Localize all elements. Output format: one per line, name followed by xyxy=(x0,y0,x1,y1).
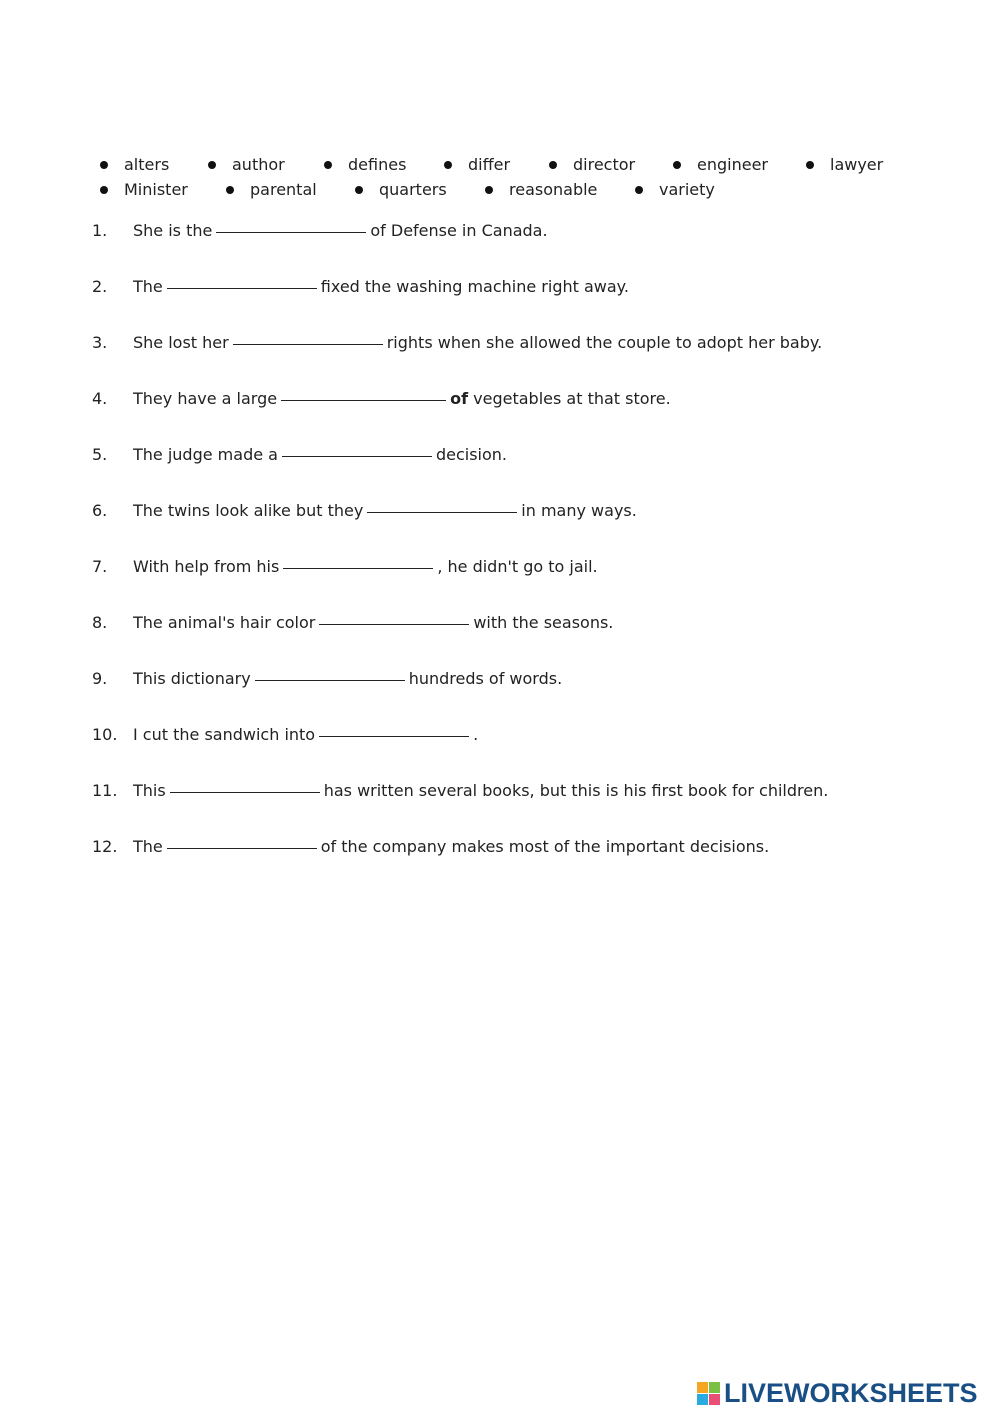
logo-square xyxy=(697,1382,708,1393)
word-bank-item: variety xyxy=(635,180,715,199)
word-bank-item: director xyxy=(549,155,635,174)
bullet-icon xyxy=(673,161,681,169)
word-bank-item: reasonable xyxy=(485,180,597,199)
answer-blank[interactable] xyxy=(367,511,517,513)
answer-blank[interactable] xyxy=(216,231,366,233)
answer-blank[interactable] xyxy=(281,399,446,401)
answer-blank[interactable] xyxy=(283,567,433,569)
logo-text: LIVEWORKSHEETS xyxy=(724,1378,978,1408)
bullet-icon xyxy=(324,161,332,169)
word-bank-item: author xyxy=(208,155,285,174)
question-item: 11. This has written several books, but this is his first book for children. xyxy=(92,781,829,800)
answer-blank[interactable] xyxy=(319,735,469,737)
question-item: 1. She is the of Defense in Canada. xyxy=(92,221,548,240)
answer-blank[interactable] xyxy=(167,287,317,289)
logo-square xyxy=(697,1394,708,1405)
logo-square xyxy=(709,1382,720,1393)
bullet-icon xyxy=(226,186,234,194)
question-item: 7. With help from his , he didn't go to jail. xyxy=(92,557,598,576)
word-bank xyxy=(0,0,1000,210)
question-item: 8. The animal's hair color with the seasons. xyxy=(92,613,614,632)
bullet-icon xyxy=(100,161,108,169)
answer-blank[interactable] xyxy=(170,791,320,793)
bullet-icon xyxy=(100,186,108,194)
bullet-icon xyxy=(635,186,643,194)
question-item: 9. This dictionary hundreds of words. xyxy=(92,669,563,688)
question-item: 12. The of the company makes most of the important decisions. xyxy=(92,837,770,856)
question-item: 6. The twins look alike but they in many ways. xyxy=(92,501,637,520)
bullet-icon xyxy=(806,161,814,169)
word-bank-item: parental xyxy=(226,180,317,199)
logo-square xyxy=(709,1394,720,1405)
word-bank-item: Minister xyxy=(100,180,188,199)
bullet-icon xyxy=(355,186,363,194)
question-item: 3. She lost her rights when she allowed the couple to adopt her baby. xyxy=(92,333,823,352)
word-bank-item: differ xyxy=(444,155,510,174)
word-bank-item: engineer xyxy=(673,155,768,174)
answer-blank[interactable] xyxy=(319,623,469,625)
question-item: 5. The judge made a decision. xyxy=(92,445,507,464)
bullet-icon xyxy=(549,161,557,169)
logo-mark-icon xyxy=(697,1382,720,1405)
question-item: 4. They have a large of vegetables at that store. xyxy=(92,389,671,408)
question-item: 2. The fixed the washing machine right away. xyxy=(92,277,629,296)
answer-blank[interactable] xyxy=(282,455,432,457)
answer-blank[interactable] xyxy=(255,679,405,681)
word-bank-item: lawyer xyxy=(806,155,883,174)
answer-blank[interactable] xyxy=(233,343,383,345)
bullet-icon xyxy=(444,161,452,169)
bullet-icon xyxy=(485,186,493,194)
bullet-icon xyxy=(208,161,216,169)
word-bank-item: alters xyxy=(100,155,169,174)
word-bank-item: quarters xyxy=(355,180,447,199)
liveworksheets-logo xyxy=(697,1378,978,1409)
answer-blank[interactable] xyxy=(167,847,317,849)
question-item: 10. I cut the sandwich into . xyxy=(92,725,479,744)
word-bank-item: defines xyxy=(324,155,406,174)
